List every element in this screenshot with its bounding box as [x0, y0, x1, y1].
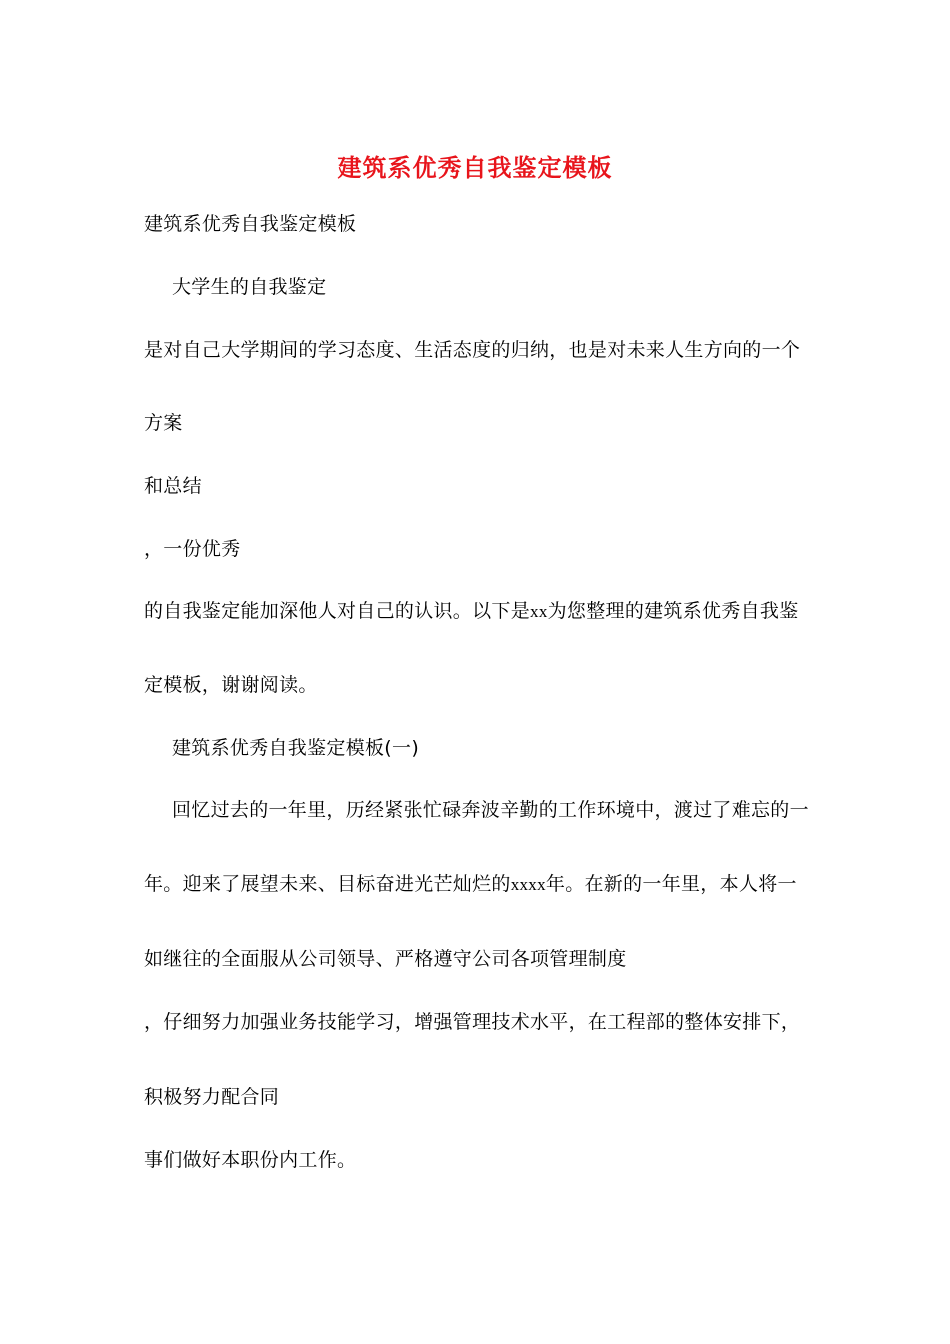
paragraph-line: 是对自己大学期间的学习态度、生活态度的归纳，也是对未来人生方向的一个 — [144, 339, 801, 361]
paragraph-line: 事们做好本职份内工作。 — [144, 1149, 357, 1171]
placeholder-text: xxxx — [510, 875, 546, 894]
paragraph-line: ，一份优秀 — [144, 538, 241, 560]
paragraph-line: 方案 — [144, 412, 183, 434]
paragraph-line — [144, 597, 799, 626]
paragraph-line: ，仔细努力加强业务技能学习，增强管理技术水平，在工程部的整体安排下， — [144, 1011, 801, 1033]
paragraph-line: 和总结 — [144, 475, 202, 497]
section-heading: 建筑系优秀自我鉴定模板(一) — [172, 737, 420, 759]
paragraph-line: 大学生的自我鉴定 — [172, 276, 327, 298]
paragraph-line: 定模板，谢谢阅读。 — [144, 674, 318, 696]
paragraph-line — [144, 870, 797, 899]
paragraph-line: 回忆过去的一年里，历经紧张忙碌奔波辛勤的工作环境中，渡过了难忘的一 — [172, 799, 809, 821]
document-title: 建筑系优秀自我鉴定模板 — [337, 153, 613, 182]
text-segment: 年。迎来了展望未来、目标奋进光芒灿烂的 — [144, 873, 511, 895]
text-segment: 年。在新的一年里，本人将一 — [545, 873, 797, 895]
placeholder-text: xx — [530, 602, 548, 621]
text-segment: 的自我鉴定能加深他人对自己的认识。以下是 — [144, 600, 531, 622]
paragraph-line: 积极努力配合同 — [144, 1086, 280, 1108]
text-segment: 为您整理的建筑系优秀自我鉴 — [547, 600, 799, 622]
paragraph-line: 如继往的全面服从公司领导、严格遵守公司各项管理制度 — [144, 948, 627, 970]
subtitle-line: 建筑系优秀自我鉴定模板 — [144, 213, 357, 235]
